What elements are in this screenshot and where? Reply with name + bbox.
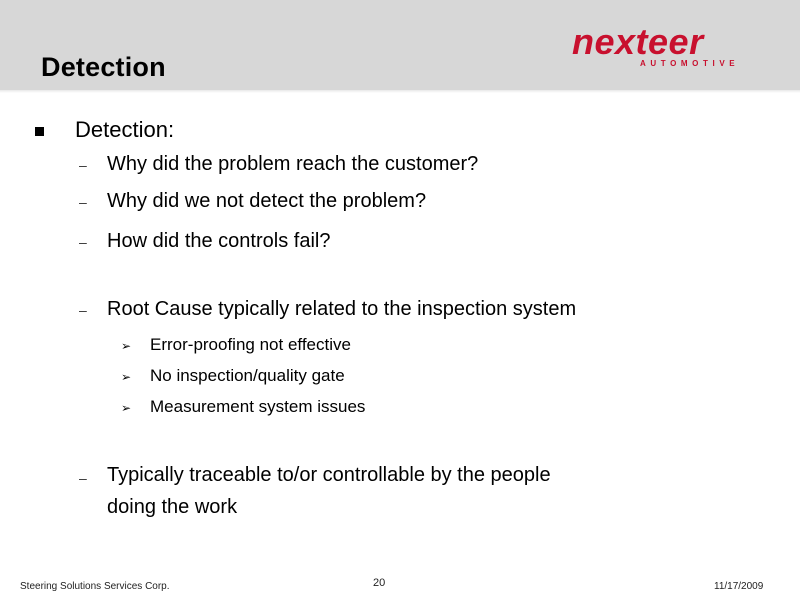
question-item: Why did we not detect the problem?: [107, 190, 427, 212]
dash-bullet-icon: –: [79, 157, 87, 173]
footer-company: Steering Solutions Services Corp.: [20, 581, 170, 592]
logo-tagline: AUTOMOTIVE: [640, 59, 740, 68]
square-bullet-icon: [35, 127, 44, 136]
slide-title: Detection: [41, 52, 166, 82]
page-number: 20: [373, 577, 386, 589]
sub-item: Measurement system issues: [150, 397, 366, 416]
root-cause-item: Root Cause typically related to the inspection system: [107, 298, 577, 320]
sub-item: Error-proofing not effective: [150, 335, 351, 354]
arrow-bullet-icon: ➢: [121, 370, 132, 384]
dash-bullet-icon: –: [79, 194, 87, 210]
traceable-item-line1: Typically traceable to/or controllable by the people: [107, 464, 551, 486]
traceable-item-line2: doing the work: [107, 496, 238, 518]
dash-bullet-icon: –: [79, 470, 87, 486]
question-item: How did the controls fail?: [107, 230, 331, 252]
sub-item: No inspection/quality gate: [150, 366, 345, 385]
heading-bullet: Detection:: [75, 117, 175, 142]
arrow-bullet-icon: ➢: [121, 401, 132, 415]
question-item: Why did the problem reach the customer?: [107, 153, 479, 175]
arrow-bullet-icon: ➢: [121, 339, 132, 353]
footer-date: 11/17/2009: [714, 581, 764, 592]
dash-bullet-icon: –: [79, 234, 87, 250]
dash-bullet-icon: –: [79, 302, 87, 318]
logo-wordmark: nexteer: [572, 24, 704, 62]
